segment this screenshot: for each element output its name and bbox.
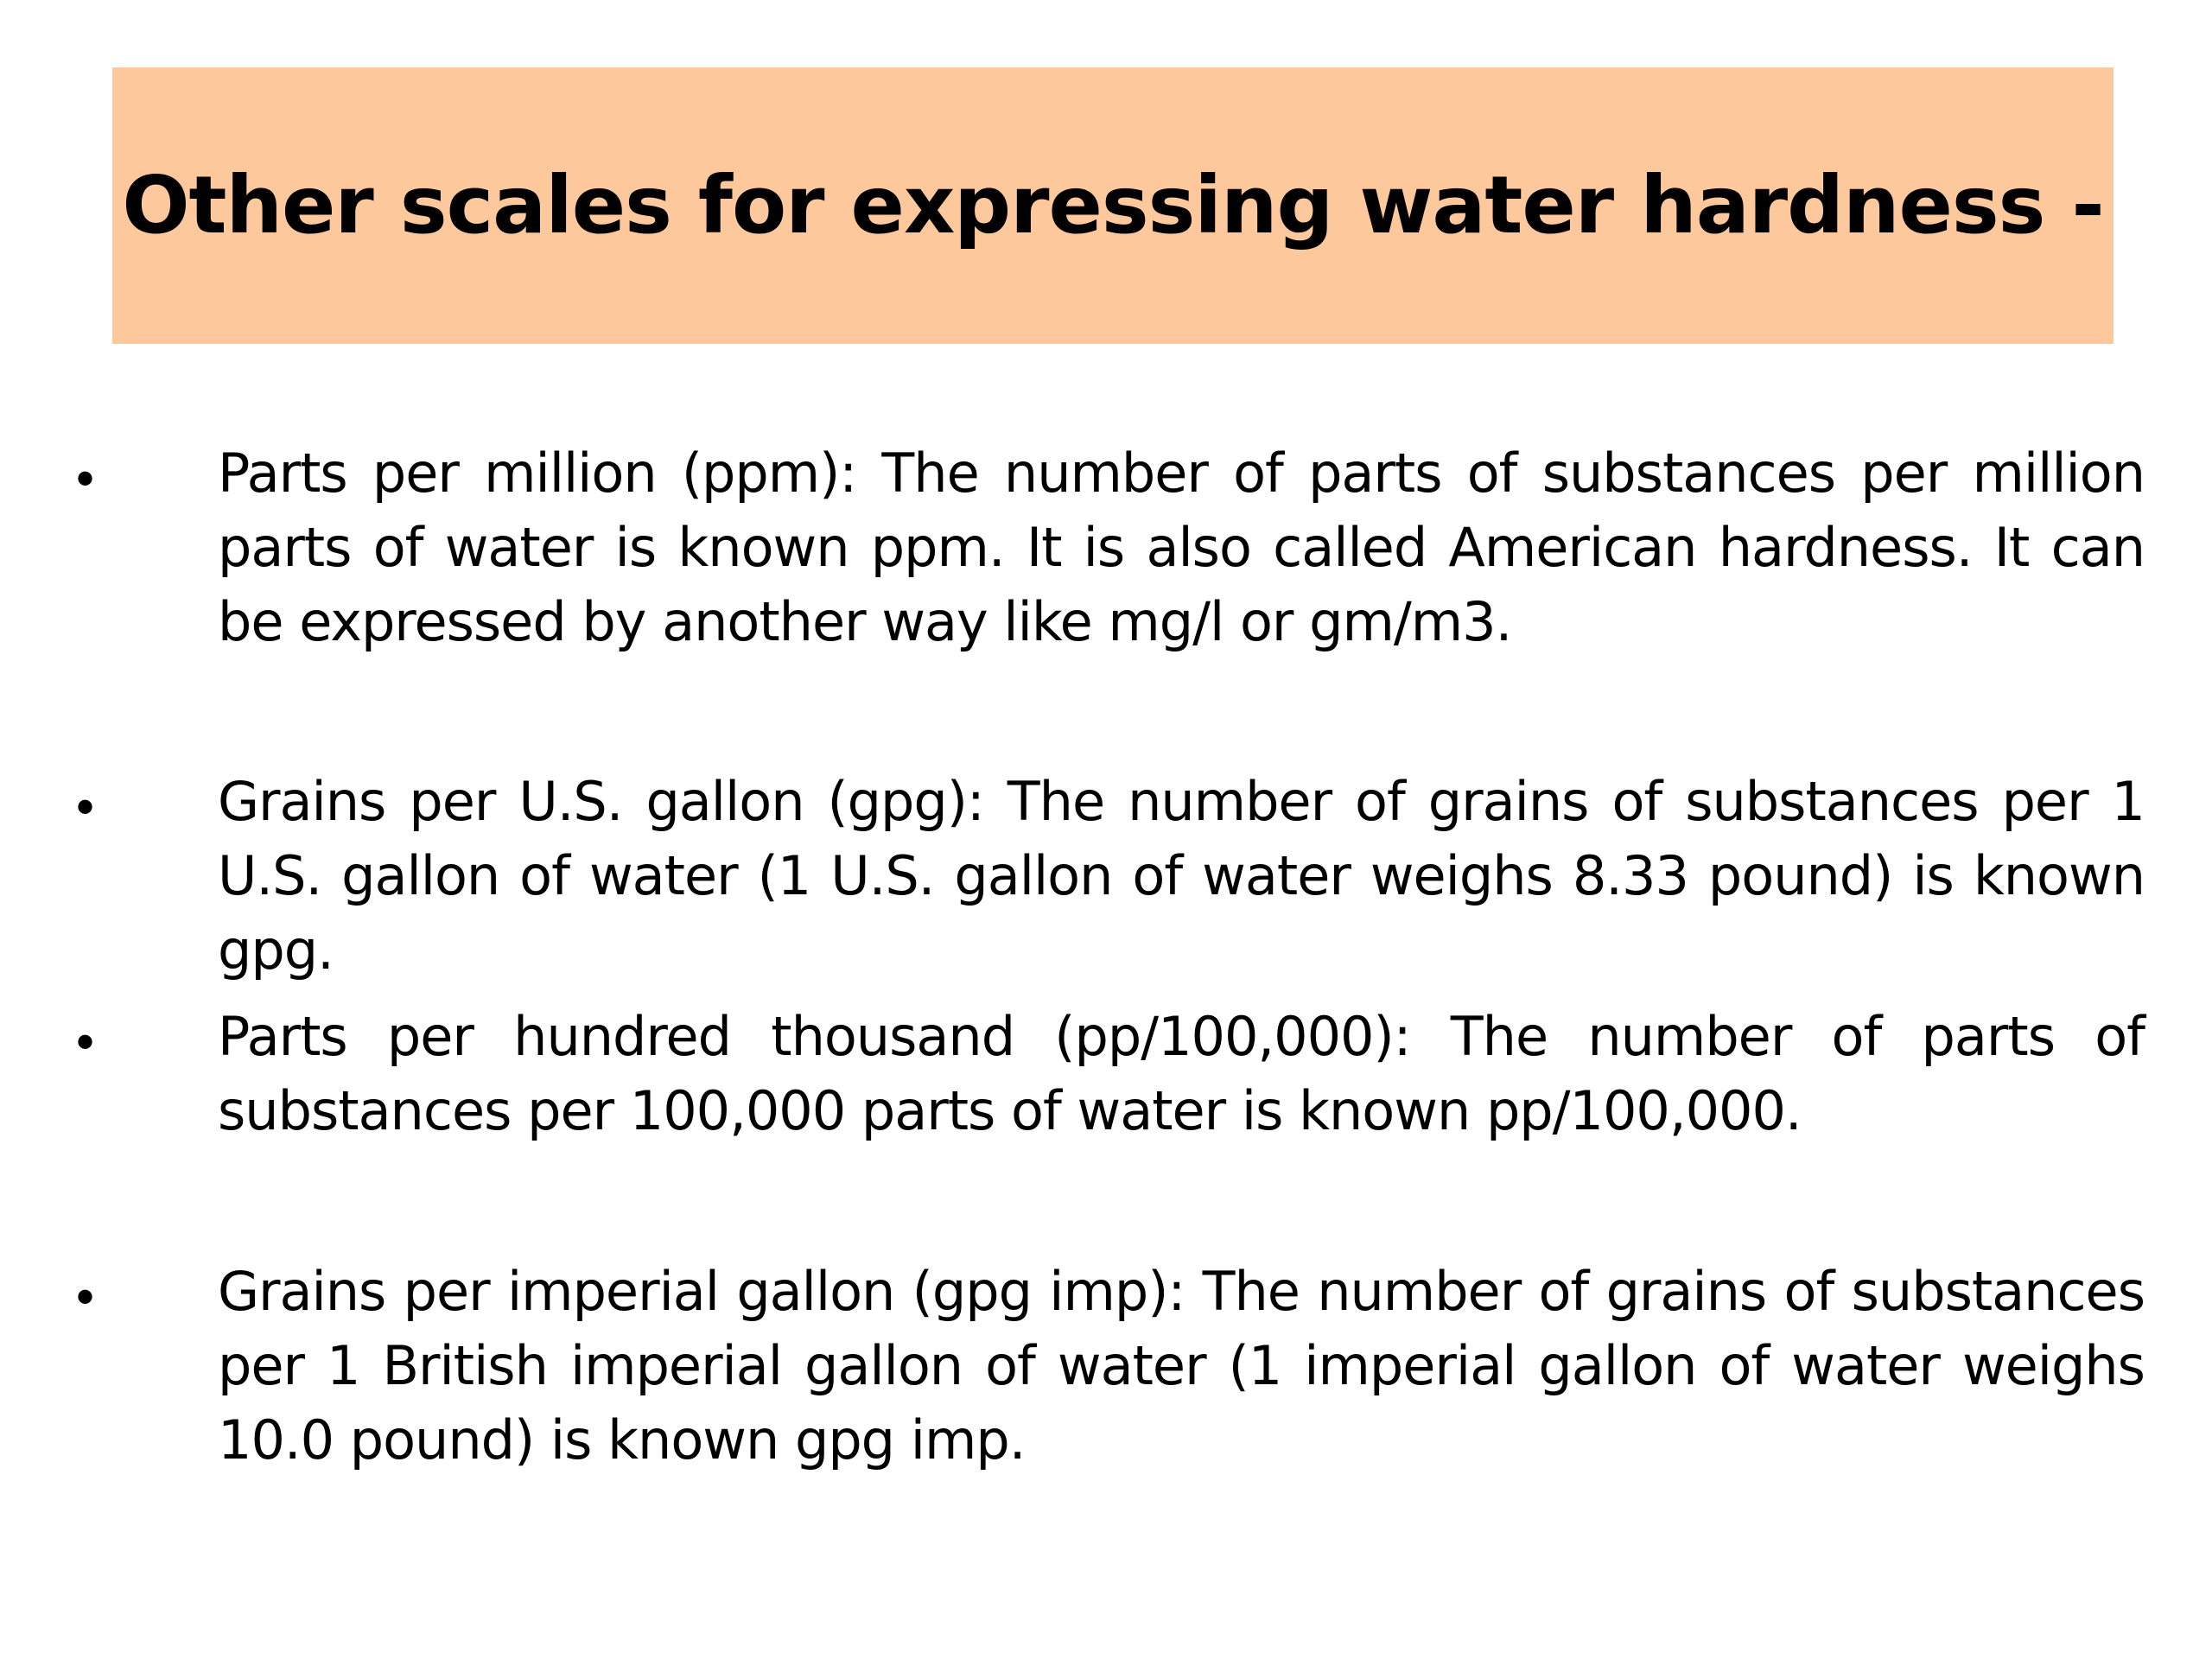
bullet-icon: •: [76, 1268, 95, 1325]
bullet-text-ppm: Parts per million (ppm): The number of parts of substances per million parts of water is known ppm. It is also called American hardness. It can be expressed by another way like mg/l or gm/m3.: [218, 442, 2145, 653]
bullet-icon: •: [76, 778, 95, 836]
bullet-text-gpg: Grains per U.S. gallon (gpg): The number of grains of substances per 1 U.S. gallon of water (1 U.S. gallon of water weighs 8.33 pound) is known gpg.: [218, 770, 2145, 982]
bullet-text-pp100000: Parts per hundred thousand (pp/100,000): The number of parts of substances per 100,000 parts of water is known pp/100,000.: [218, 1005, 2145, 1142]
bullet-icon: •: [76, 1013, 95, 1071]
slide-title: Other scales for expressing water hardness -: [122, 159, 2104, 251]
bullet-text-gpg-imp: Grains per imperial gallon (gpg imp): The number of grains of substances per 1 British imperial gallon of water (1 imperial gallon of water weighs 10.0 pound) is known gpg imp.: [218, 1260, 2145, 1471]
bullet-icon: •: [76, 449, 95, 507]
